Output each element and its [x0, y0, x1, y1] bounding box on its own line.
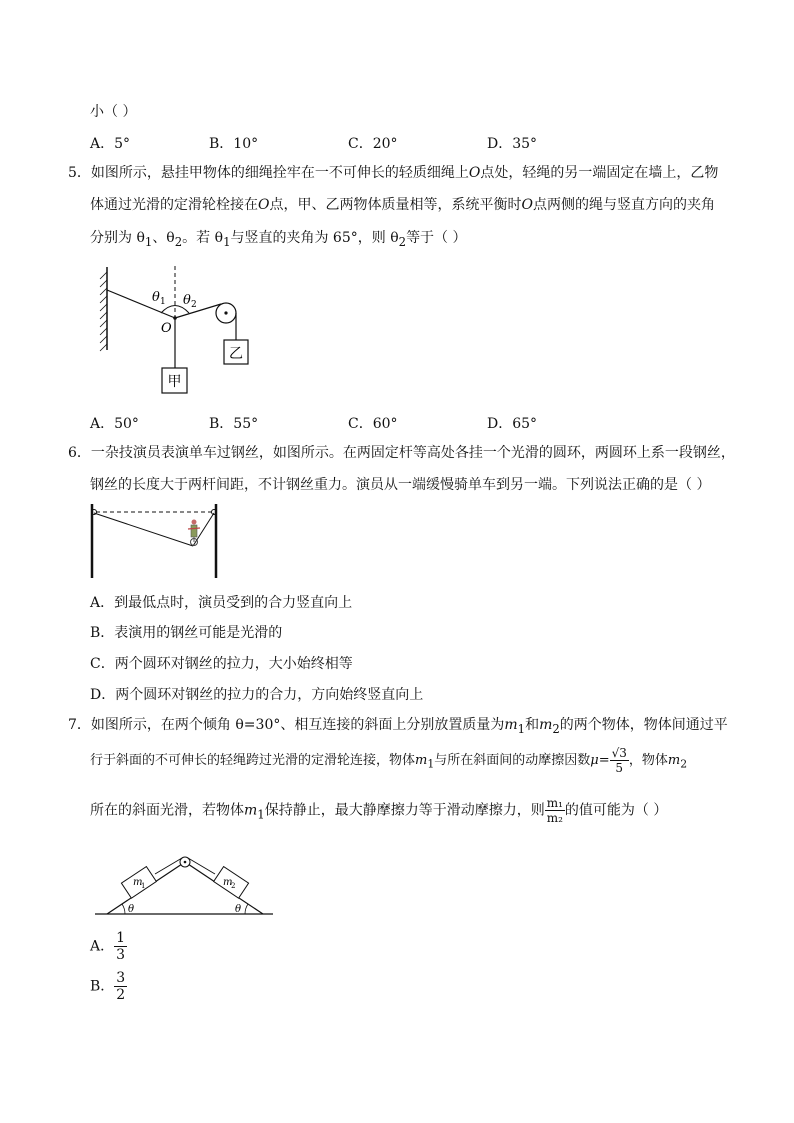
- q7-text-3a: 所在的斜面光滑，若物体: [90, 802, 244, 819]
- q5-option-d: D．65°: [487, 416, 538, 432]
- q5-text-3c: 。若 θ: [182, 230, 224, 246]
- q6-figure: [88, 500, 223, 580]
- q5-stem-line3: [90, 229, 467, 251]
- q5-number: 5．: [68, 165, 91, 181]
- q6-option-b: B．表演用的钢丝可能是光滑的: [90, 625, 283, 641]
- q7-option-a-fraction: [114, 930, 127, 963]
- q7-mu: μ=: [590, 753, 610, 768]
- q5-o-2: O: [258, 197, 270, 213]
- q7-mu-fraction: [610, 746, 629, 775]
- q5-sub-4: 2: [398, 234, 407, 249]
- q5-text-2a: 体通过光滑的定滑轮栓接在: [90, 197, 258, 213]
- theta2-sub: 2: [191, 300, 197, 310]
- q7-mu-num: √3: [611, 746, 627, 760]
- m1-label: m: [133, 877, 143, 888]
- q6-stem-line2: 钢丝的长度大于两杆间距，不计钢丝重力。演员从一端缓慢骑单车到另一端。下列说法正确的是（ ）: [90, 477, 711, 493]
- q7-mu-den: 5: [615, 761, 624, 775]
- theta2-label: θ: [183, 293, 191, 308]
- q7-option-a: [90, 930, 127, 963]
- q5-option-c: C．60°: [348, 416, 398, 432]
- q5-sub-2: 2: [174, 234, 183, 249]
- q5-text-1a: 如图所示，悬挂甲物体的细绳拴牢在一不可伸长的轻质细绳上: [90, 165, 469, 181]
- q6-stem-line1: [68, 444, 735, 462]
- q5-stem-line1: [68, 164, 718, 182]
- q6-number: 6．: [68, 445, 91, 461]
- wall-hatch: [100, 272, 107, 351]
- q5-text-3a: 分别为 θ: [90, 230, 145, 246]
- theta1-sub: 1: [160, 297, 166, 307]
- pulley-axle: [224, 311, 227, 314]
- pulley-axle-q7: [184, 861, 187, 864]
- q7-text-2c: ，物体: [628, 753, 668, 768]
- q7-ratio-fraction: [545, 796, 565, 825]
- q7-m2-sub: 2: [552, 721, 560, 736]
- q6-option-c: C．两个圆环对钢丝的拉力，大小始终相等: [90, 656, 353, 672]
- m2-label-sub: 2: [231, 882, 236, 890]
- q7-option-b-fraction: [114, 970, 127, 1003]
- q7-m1-b: m: [415, 753, 428, 768]
- q7-stem-line3: [90, 796, 667, 825]
- label-jia: 甲: [167, 374, 182, 390]
- q5-option-b: B．55°: [209, 416, 259, 432]
- q7-m2: m: [539, 717, 553, 733]
- q7-text-1b: 和: [525, 717, 540, 733]
- m1-label-sub: 1: [141, 882, 146, 890]
- q7-m1-c: m: [244, 802, 258, 819]
- label-yi: 乙: [229, 346, 243, 362]
- q7-option-b-num: 3: [116, 970, 126, 986]
- q7-option-b: [90, 970, 127, 1003]
- q5-option-a: A．50°: [90, 416, 139, 432]
- o-label: O: [161, 321, 172, 336]
- q5-text-3e: 等于（ ）: [406, 230, 467, 246]
- q7-figure: [95, 850, 275, 920]
- q7-ratio-den: m₂: [546, 811, 563, 825]
- q7-m2-sub-b: 2: [680, 757, 688, 771]
- q7-m2-b: m: [667, 753, 681, 768]
- rope-right: [175, 304, 221, 318]
- q7-option-a-num: 1: [116, 930, 126, 946]
- q5-text-3d: 与竖直的夹角为 65°，则 θ: [230, 230, 399, 246]
- q7-text-2a: 行于斜面的不可伸长的轻绳跨过光滑的定滑轮连接，物体: [90, 753, 416, 768]
- q7-option-a-den: 3: [116, 947, 126, 963]
- q5-sub-1: 1: [144, 234, 153, 249]
- q5-sub-3: 1: [223, 234, 231, 249]
- q7-m1-sub-c: 1: [257, 807, 265, 822]
- m2-label: m: [223, 877, 233, 888]
- q7-m1-sub-b: 1: [427, 757, 435, 771]
- q7-option-a-letter: A．: [90, 938, 115, 955]
- q7-text-1c: 的两个物体，物体间通过平: [559, 717, 728, 733]
- q5-o-1: O: [468, 165, 481, 181]
- q5-text-1b: 点处，轻绳的另一端固定在墙上，乙物: [480, 165, 719, 181]
- q5-text-2c: 点两侧的绳与竖直方向的夹角: [532, 197, 715, 213]
- q4-option-b: B．10°: [209, 136, 259, 152]
- q6-option-d: D．两个圆环对钢丝的拉力的合力，方向始终竖直向上: [90, 687, 424, 703]
- theta1-label: θ: [152, 290, 160, 305]
- wire-left: [94, 513, 193, 546]
- q6-option-a: A．到最低点时，演员受到的合力竖直向上: [90, 595, 353, 611]
- q6-text-1: 一杂技演员表演单车过钢丝，如图所示。在两固定杆等高处各挂一个光滑的圆环，两圆环上系一段钢丝，: [90, 445, 735, 461]
- cyclist-icon: [188, 520, 200, 546]
- q7-ratio-num: m₁: [546, 796, 563, 810]
- q7-stem-line2: [90, 746, 687, 775]
- q7-text-2b: 与所在斜面间的动摩擦因数: [434, 753, 591, 768]
- q7-option-b-den: 2: [116, 987, 126, 1003]
- q5-figure: [95, 262, 265, 397]
- q4-option-a: A．5°: [90, 136, 131, 152]
- q4-option-d: D．35°: [487, 136, 538, 152]
- q5-stem-line2: [90, 196, 715, 214]
- q7-text-3c: 的值可能为（ ）: [564, 802, 668, 819]
- theta-left-label: θ: [128, 904, 135, 915]
- angle-arc-right: [245, 904, 248, 914]
- q7-stem-line1: [68, 716, 728, 738]
- q7-m1-sub: 1: [517, 721, 526, 736]
- q5-o-3: O: [521, 197, 533, 213]
- q7-m1: m: [504, 717, 518, 733]
- q7-option-b-letter: B．: [90, 978, 115, 995]
- q7-number: 7．: [68, 717, 91, 733]
- q7-text-3b: 保持静止，最大静摩擦力等于滑动摩擦力，则: [264, 802, 545, 819]
- q4-tail: 小（ ）: [90, 104, 137, 120]
- q4-option-c: C．20°: [348, 136, 398, 152]
- q7-text-1a: 如图所示，在两个倾角 θ=30°、相互连接的斜面上分别放置质量为: [90, 717, 505, 733]
- q5-text-2b: 点，甲、乙两物体质量相等，系统平衡时: [269, 197, 522, 213]
- q5-text-3b: 、θ: [152, 230, 175, 246]
- theta-right-label: θ: [235, 904, 242, 915]
- angle-arc-left: [122, 904, 125, 914]
